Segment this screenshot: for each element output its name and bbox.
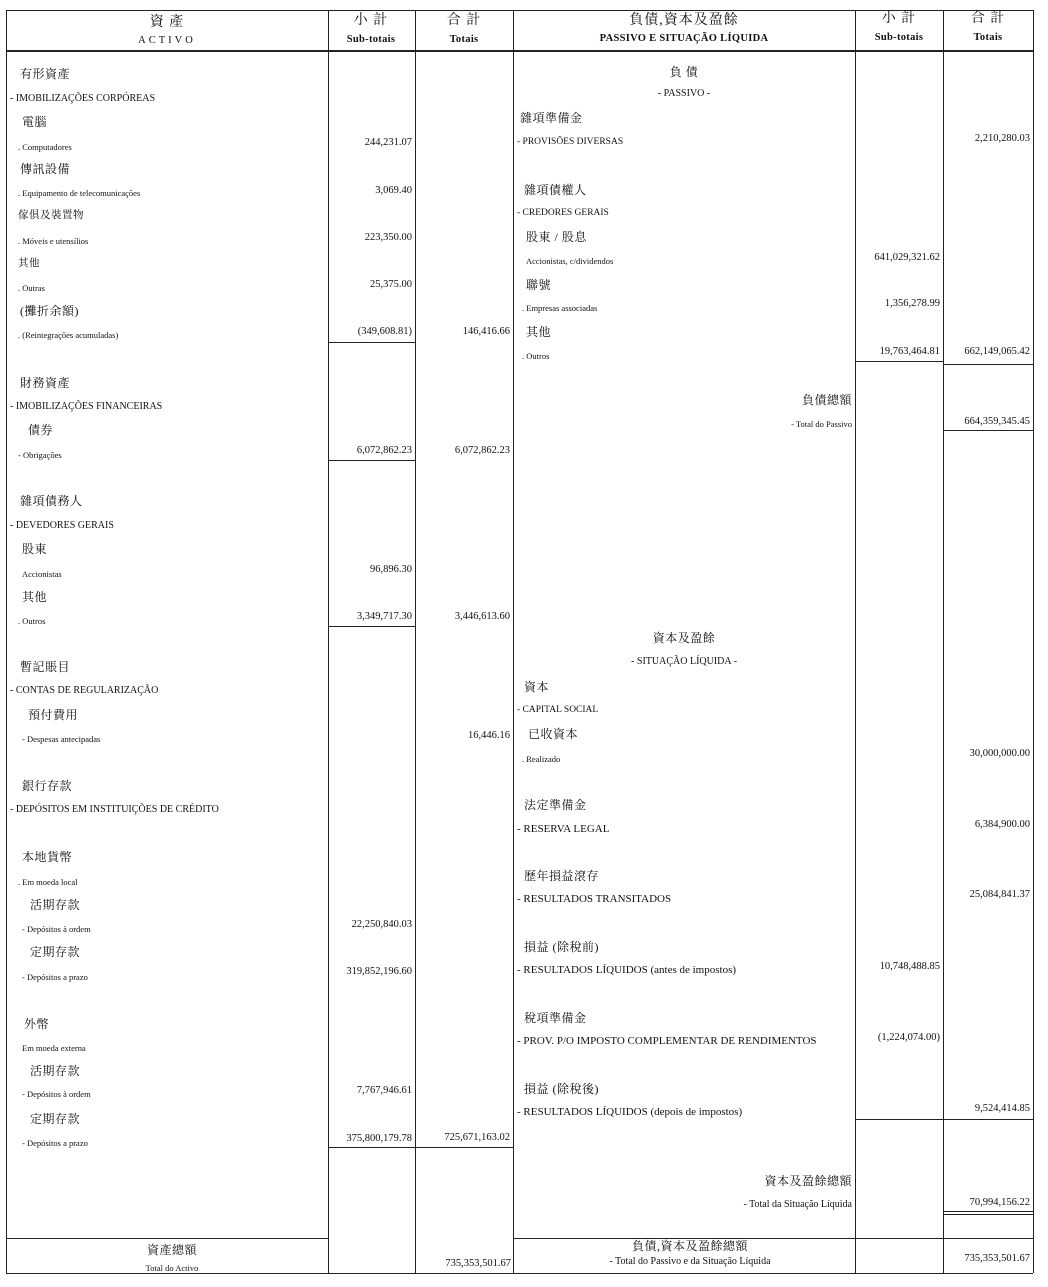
other-value: 25,375.00 bbox=[370, 279, 412, 290]
liab-total-rule-top bbox=[943, 364, 1033, 365]
aftertax-label-zh: 損益 (除稅後) bbox=[524, 1082, 599, 1096]
equity-total-rule-2 bbox=[943, 1214, 1033, 1215]
other-label-zh: 其他 bbox=[18, 258, 40, 269]
paid-capital-total: 30,000,000.00 bbox=[969, 748, 1030, 759]
provisions-label-zh: 雜項準備金 bbox=[520, 111, 583, 125]
liab-others-label-pt: . Outros bbox=[522, 351, 550, 361]
creditors-label-pt: - CREDORES GERAIS bbox=[517, 208, 609, 218]
liab-grand-top-line bbox=[513, 1238, 1033, 1239]
bank-total: 725,671,163.02 bbox=[444, 1132, 510, 1143]
debtors-rule bbox=[328, 626, 415, 627]
prepaid-label-zh: 預付費用 bbox=[28, 708, 79, 722]
dividends-label-pt: Accionistas, c/dividendos bbox=[526, 256, 614, 266]
total-header-pt: Totais bbox=[449, 34, 479, 45]
computers-label-zh: 電腦 bbox=[22, 115, 48, 129]
regularization-label-zh: 暫記賬目 bbox=[20, 660, 71, 674]
local-demand-label-zh: 活期存款 bbox=[30, 898, 81, 912]
bonds-value: 6,072,862.23 bbox=[356, 445, 412, 456]
left-border bbox=[6, 10, 7, 1273]
tax-provision-label-zh: 稅項準備金 bbox=[524, 1011, 587, 1025]
others-label-pt: . Outros bbox=[18, 616, 46, 626]
liab-total-label-zh: 負債總額 bbox=[801, 393, 852, 407]
subtotal-header-pt: Sub-totais bbox=[346, 34, 396, 45]
aftertax-total: 9,524,414.85 bbox=[974, 1103, 1030, 1114]
liabilities-header-pt: PASSIVO E SITUAÇÃO LÍQUIDA bbox=[599, 33, 769, 44]
subtotal2-header-pt: Sub-totais bbox=[874, 32, 924, 43]
local-term-label-zh: 定期存款 bbox=[30, 945, 81, 959]
aftertax-rule bbox=[855, 1119, 1033, 1120]
col-divider-3 bbox=[513, 10, 514, 1273]
tax-provision-label-pt: - PROV. P/O IMPOSTO COMPLEMENTAR DE RENDIMENTOS bbox=[517, 1035, 817, 1047]
total2-header-pt: Totais bbox=[973, 32, 1003, 43]
debtors-label-pt: - DEVEDORES GERAIS bbox=[10, 520, 114, 531]
assets-header-zh: 資 產 bbox=[149, 15, 185, 30]
depreciation-value: (349,608.81) bbox=[357, 326, 412, 337]
dividends-label-zh: 股東 / 股息 bbox=[526, 230, 587, 244]
pretax-value: 10,748,488.85 bbox=[879, 961, 940, 972]
furniture-value: 223,350.00 bbox=[364, 232, 412, 243]
subtotal-header-zh: 小 計 bbox=[353, 13, 389, 28]
local-currency-label-zh: 本地貨幣 bbox=[22, 850, 73, 864]
equity-total-rule-1 bbox=[943, 1211, 1033, 1212]
header-bottom-line bbox=[6, 50, 1033, 52]
local-term-label-pt: - Depósitos a prazo bbox=[22, 972, 88, 982]
equity-title-zh: 資本及盈餘 bbox=[652, 631, 716, 645]
equity-total-value: 70,994,156.22 bbox=[969, 1197, 1030, 1208]
bonds-label-pt: - Obrigações bbox=[18, 450, 62, 460]
col-divider-5 bbox=[943, 10, 944, 1273]
aftertax-label-pt: - RESULTADOS LÍQUIDOS (depois de impostos) bbox=[517, 1106, 743, 1118]
tangible-label-zh: 有形資產 bbox=[20, 67, 71, 81]
furniture-label-pt: . Móveis e utensílios bbox=[18, 236, 89, 246]
creditors-rule bbox=[855, 361, 943, 362]
computers-value: 244,231.07 bbox=[364, 137, 412, 148]
foreign-demand-label-zh: 活期存款 bbox=[30, 1064, 81, 1078]
legal-reserve-label-pt: - RESERVA LEGAL bbox=[517, 823, 610, 835]
foreign-demand-value: 7,767,946.61 bbox=[356, 1085, 412, 1096]
telecom-label-zh: 傳訊設備 bbox=[20, 162, 71, 176]
retained-total: 25,084,841.37 bbox=[969, 889, 1030, 900]
others-value: 3,349,717.30 bbox=[356, 611, 412, 622]
dividends-value: 641,029,321.62 bbox=[874, 252, 940, 263]
foreign-term-label-pt: - Depósitos a prazo bbox=[22, 1138, 88, 1148]
pretax-label-zh: 損益 (除稅前) bbox=[524, 940, 599, 954]
foreign-term-label-zh: 定期存款 bbox=[30, 1112, 81, 1126]
regularization-label-pt: - CONTAS DE REGULARIZAÇÃO bbox=[10, 685, 159, 696]
equity-total-label-pt: - Total da Situação Líquida bbox=[743, 1199, 852, 1210]
subtotal2-header-zh: 小 計 bbox=[881, 11, 917, 26]
col-divider-1 bbox=[328, 10, 329, 1273]
telecom-label-pt: . Equipamento de telecomunicações bbox=[18, 188, 141, 198]
capital-label-pt: - CAPITAL SOCIAL bbox=[517, 705, 599, 715]
creditors-label-zh: 雜項債權人 bbox=[524, 183, 587, 197]
local-term-value: 319,852,196.60 bbox=[346, 966, 412, 977]
others-label-zh: 其他 bbox=[22, 590, 48, 604]
associated-value: 1,356,278.99 bbox=[884, 298, 940, 309]
local-currency-label-pt: . Em moeda local bbox=[18, 877, 78, 887]
liabilities-title-pt: - PASSIVO - bbox=[657, 88, 711, 99]
legal-reserve-label-zh: 法定準備金 bbox=[524, 798, 587, 812]
financial-total: 6,072,862.23 bbox=[454, 445, 510, 456]
prepaid-total: 16,446.16 bbox=[468, 730, 510, 741]
liabilities-header-zh: 負債,資本及盈餘 bbox=[629, 13, 739, 28]
liab-total-rule bbox=[943, 430, 1033, 431]
tangible-total: 146,416.66 bbox=[462, 326, 510, 337]
local-demand-value: 22,250,840.03 bbox=[351, 919, 412, 930]
frame-bottom-line bbox=[6, 1273, 1033, 1274]
tax-provision-value: (1,224,074.00) bbox=[877, 1032, 940, 1043]
pretax-label-pt: - RESULTADOS LÍQUIDOS (antes de impostos) bbox=[517, 964, 737, 976]
total2-header-zh: 合 計 bbox=[970, 11, 1006, 26]
creditors-total: 662,149,065.42 bbox=[964, 346, 1030, 357]
liab-grand-label-pt: - Total do Passivo e da Situação Líquida bbox=[609, 1256, 771, 1267]
tangible-label-pt: - IMOBILIZAÇÕES CORPÓREAS bbox=[10, 93, 156, 104]
shareholders-label-pt: Accionistas bbox=[22, 569, 62, 579]
foreign-demand-label-pt: - Depósitos à ordem bbox=[22, 1089, 91, 1099]
bank-label-pt: - DEPÓSITOS EM INSTITUIÇÕES DE CRÉDITO bbox=[10, 804, 219, 815]
equity-title-pt: - SITUAÇÃO LÍQUIDA - bbox=[631, 656, 737, 667]
assets-grand-label-pt: Total do Activo bbox=[145, 1263, 199, 1273]
liab-others-value: 19,763,464.81 bbox=[879, 346, 940, 357]
retained-label-zh: 歷年損益滾存 bbox=[524, 869, 600, 883]
furniture-label-zh: 傢俱及裝置物 bbox=[18, 210, 84, 221]
liab-others-label-zh: 其他 bbox=[526, 325, 552, 339]
liab-total-value: 664,359,345.45 bbox=[964, 416, 1030, 427]
liab-total-label-pt: - Total do Passivo bbox=[791, 419, 852, 429]
legal-reserve-total: 6,384,900.00 bbox=[974, 819, 1030, 830]
equity-total-label-zh: 資本及盈餘總額 bbox=[764, 1174, 852, 1188]
capital-label-zh: 資本 bbox=[524, 680, 550, 694]
associated-label-zh: 聯號 bbox=[526, 278, 552, 292]
computers-label-pt: . Computadores bbox=[18, 142, 72, 152]
foreign-term-value: 375,800,179.78 bbox=[346, 1133, 412, 1144]
paid-capital-label-pt: . Realizado bbox=[522, 754, 561, 764]
retained-label-pt: - RESULTADOS TRANSITADOS bbox=[517, 893, 672, 905]
bank-rule bbox=[328, 1147, 513, 1148]
assets-grand-label-zh: 資產總額 bbox=[146, 1243, 198, 1257]
col-divider-2 bbox=[415, 10, 416, 1273]
bonds-label-zh: 債券 bbox=[28, 423, 54, 437]
liabilities-title-zh: 負 債 bbox=[669, 65, 699, 79]
provisions-label-pt: - PROVISÕES DIVERSAS bbox=[517, 137, 624, 147]
tangible-rule bbox=[328, 342, 415, 343]
depreciation-label-pt: . (Reintegrações acumuladas) bbox=[18, 330, 119, 340]
foreign-currency-label-zh: 外幣 bbox=[24, 1017, 50, 1031]
right-border bbox=[1033, 10, 1034, 1273]
foreign-currency-label-pt: Em moeda externa bbox=[22, 1043, 86, 1053]
financial-label-zh: 財務資產 bbox=[20, 376, 71, 390]
assets-header-pt: ACTIVO bbox=[138, 35, 196, 46]
assets-grand-total: 735,353,501.67 bbox=[445, 1258, 511, 1269]
col-divider-4 bbox=[855, 10, 856, 1273]
assets-total-top-line bbox=[6, 1238, 328, 1239]
shareholders-value: 96,896.30 bbox=[370, 564, 412, 575]
debtors-label-zh: 雜項債務人 bbox=[20, 494, 83, 508]
liab-grand-total: 735,353,501.67 bbox=[964, 1253, 1030, 1264]
depreciation-label-zh: (攤折余額) bbox=[20, 304, 79, 318]
provisions-total: 2,210,280.03 bbox=[974, 133, 1030, 144]
telecom-value: 3,069.40 bbox=[375, 185, 412, 196]
liab-grand-label-zh: 負債,資本及盈餘總額 bbox=[631, 1239, 749, 1253]
shareholders-label-zh: 股東 bbox=[22, 542, 48, 556]
bank-label-zh: 銀行存款 bbox=[22, 779, 73, 793]
local-demand-label-pt: - Depósitos à ordem bbox=[22, 924, 91, 934]
debtors-total: 3,446,613.60 bbox=[454, 611, 510, 622]
paid-capital-label-zh: 已收資本 bbox=[528, 727, 579, 741]
associated-label-pt: . Empresas associadas bbox=[522, 303, 598, 313]
financial-label-pt: - IMOBILIZAÇÕES FINANCEIRAS bbox=[10, 401, 163, 412]
financial-rule bbox=[328, 460, 415, 461]
total-header-zh: 合 計 bbox=[446, 13, 482, 28]
prepaid-label-pt: - Despesas antecipadas bbox=[22, 734, 101, 744]
frame-top-line bbox=[6, 10, 1033, 11]
other-label-pt: . Outras bbox=[18, 283, 45, 293]
